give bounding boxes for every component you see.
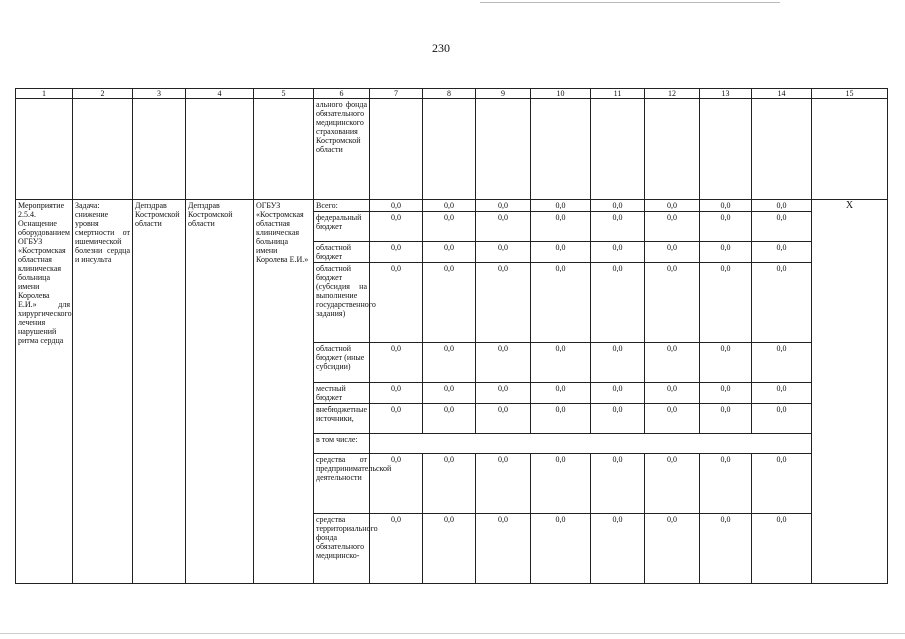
value-cell: 0,0 xyxy=(700,212,752,242)
value-cell: 0,0 xyxy=(370,212,423,242)
source-cell: средства от предпринимательской деятельности xyxy=(314,454,370,514)
value-cell: 0,0 xyxy=(700,404,752,434)
customer-cell: Депздрав Костромской области xyxy=(186,200,254,584)
value-cell: 0,0 xyxy=(531,383,591,404)
value-cell: 0,0 xyxy=(370,263,423,343)
task-cell: Задача: снижение уровня смертности от ишемической болезни сердца и инсульта xyxy=(73,200,133,584)
value-cell: 0,0 xyxy=(700,263,752,343)
source-cell: в том числе: xyxy=(314,434,370,454)
value-cell: 0,0 xyxy=(476,404,531,434)
value-cell: 0,0 xyxy=(370,200,423,212)
value-cell: 0,0 xyxy=(645,212,700,242)
value-cell: 0,0 xyxy=(645,343,700,383)
value-cell: 0,0 xyxy=(752,242,812,263)
value-cell: 0,0 xyxy=(476,343,531,383)
value-cell: 0,0 xyxy=(752,263,812,343)
value-cell: 0,0 xyxy=(645,514,700,584)
source-cell: Всего: xyxy=(314,200,370,212)
page-number: 230 xyxy=(432,41,450,55)
value-cell: 0,0 xyxy=(591,343,645,383)
value-cell: 0,0 xyxy=(370,242,423,263)
value-cell: 0,0 xyxy=(752,212,812,242)
value-cell: 0,0 xyxy=(700,343,752,383)
continued-source-cell: ального фонда обязательного медицинского страхования Костромской области xyxy=(314,99,370,200)
value-cell: 0,0 xyxy=(645,242,700,263)
value-cell: 0,0 xyxy=(531,263,591,343)
value-cell: 0,0 xyxy=(423,343,476,383)
value-cell: 0,0 xyxy=(700,200,752,212)
value-cell: 0,0 xyxy=(423,263,476,343)
value-cell: 0,0 xyxy=(476,200,531,212)
value-cell: 0,0 xyxy=(476,212,531,242)
measure-name-cell: Мероприятие 2.5.4. Оснащение оборудованием ОГБУЗ «Костромская областная клиническая больница имени Королева Е.И.» для хирургического лечения нарушений ритма сердца xyxy=(16,200,73,584)
value-cell: 0,0 xyxy=(531,242,591,263)
source-cell: областной бюджет (субсидия на выполнение государственного задания) xyxy=(314,263,370,343)
value-cell: 0,0 xyxy=(370,383,423,404)
value-cell: 0,0 xyxy=(700,242,752,263)
source-cell: местный бюджет xyxy=(314,383,370,404)
header-cell: 2 xyxy=(73,89,133,99)
value-cell: 0,0 xyxy=(476,242,531,263)
value-cell: 0,0 xyxy=(370,454,423,514)
value-cell: 0,0 xyxy=(476,514,531,584)
value-cell: 0,0 xyxy=(531,200,591,212)
value-cell: 0,0 xyxy=(752,514,812,584)
value-cell: 0,0 xyxy=(591,212,645,242)
value-cell: 0,0 xyxy=(645,263,700,343)
value-cell: 0,0 xyxy=(591,242,645,263)
executor-cell: ОГБУЗ «Костромская областная клиническая больница имени Королева Е.И.» xyxy=(254,200,314,584)
value-cell: 0,0 xyxy=(370,514,423,584)
value-cell: 0,0 xyxy=(423,514,476,584)
value-cell: 0,0 xyxy=(423,242,476,263)
value-cell: 0,0 xyxy=(591,200,645,212)
responsible-cell: Депздрав Костромской области xyxy=(133,200,186,584)
header-cell: 9 xyxy=(476,89,531,99)
value-cell: 0,0 xyxy=(423,404,476,434)
value-cell: 0,0 xyxy=(591,514,645,584)
value-cell: 0,0 xyxy=(645,383,700,404)
header-cell: 8 xyxy=(423,89,476,99)
header-row xyxy=(16,89,888,99)
value-cell: 0,0 xyxy=(591,404,645,434)
value-cell: 0,0 xyxy=(591,454,645,514)
value-cell: 0,0 xyxy=(645,404,700,434)
value-cell: 0,0 xyxy=(423,200,476,212)
value-cell: 0,0 xyxy=(645,454,700,514)
header-cell: 6 xyxy=(314,89,370,99)
value-cell: 0,0 xyxy=(370,343,423,383)
source-cell: внебюджетные источники, xyxy=(314,404,370,434)
header-cell: 11 xyxy=(591,89,645,99)
header-cell: 12 xyxy=(645,89,700,99)
value-cell: 0,0 xyxy=(591,263,645,343)
value-cell: 0,0 xyxy=(531,514,591,584)
continued-row xyxy=(16,99,888,200)
value-cell: 0,0 xyxy=(476,383,531,404)
value-cell: 0,0 xyxy=(752,454,812,514)
value-cell: 0,0 xyxy=(645,200,700,212)
value-cell: 0,0 xyxy=(423,454,476,514)
header-cell: 7 xyxy=(370,89,423,99)
header-cell: 1 xyxy=(16,89,73,99)
header-cell: 10 xyxy=(531,89,591,99)
value-cell: 0,0 xyxy=(752,200,812,212)
table-row xyxy=(16,200,888,212)
header-cell: 5 xyxy=(254,89,314,99)
value-cell: 0,0 xyxy=(531,343,591,383)
value-cell: 0,0 xyxy=(591,383,645,404)
value-cell: 0,0 xyxy=(423,383,476,404)
header-cell: 4 xyxy=(186,89,254,99)
value-cell: 0,0 xyxy=(752,383,812,404)
value-cell: 0,0 xyxy=(423,212,476,242)
value-cell: 0,0 xyxy=(370,404,423,434)
source-cell: средства территориального фонда обязательного медицинско- xyxy=(314,514,370,584)
source-cell: областной бюджет xyxy=(314,242,370,263)
value-cell: 0,0 xyxy=(752,404,812,434)
financing-table xyxy=(15,88,888,584)
target-indicator-cell: Х xyxy=(812,200,888,584)
value-cell: 0,0 xyxy=(531,454,591,514)
value-cell: 0,0 xyxy=(700,383,752,404)
empty-merged-cell xyxy=(370,434,812,454)
value-cell: 0,0 xyxy=(700,454,752,514)
header-cell: 3 xyxy=(133,89,186,99)
value-cell: 0,0 xyxy=(531,212,591,242)
value-cell: 0,0 xyxy=(476,263,531,343)
source-cell: областной бюджет (иные субсидии) xyxy=(314,343,370,383)
value-cell: 0,0 xyxy=(752,343,812,383)
header-cell: 15 xyxy=(812,89,888,99)
value-cell: 0,0 xyxy=(476,454,531,514)
value-cell: 0,0 xyxy=(531,404,591,434)
source-cell: федеральный бюджет xyxy=(314,212,370,242)
header-cell: 14 xyxy=(752,89,812,99)
header-cell: 13 xyxy=(700,89,752,99)
value-cell: 0,0 xyxy=(700,514,752,584)
